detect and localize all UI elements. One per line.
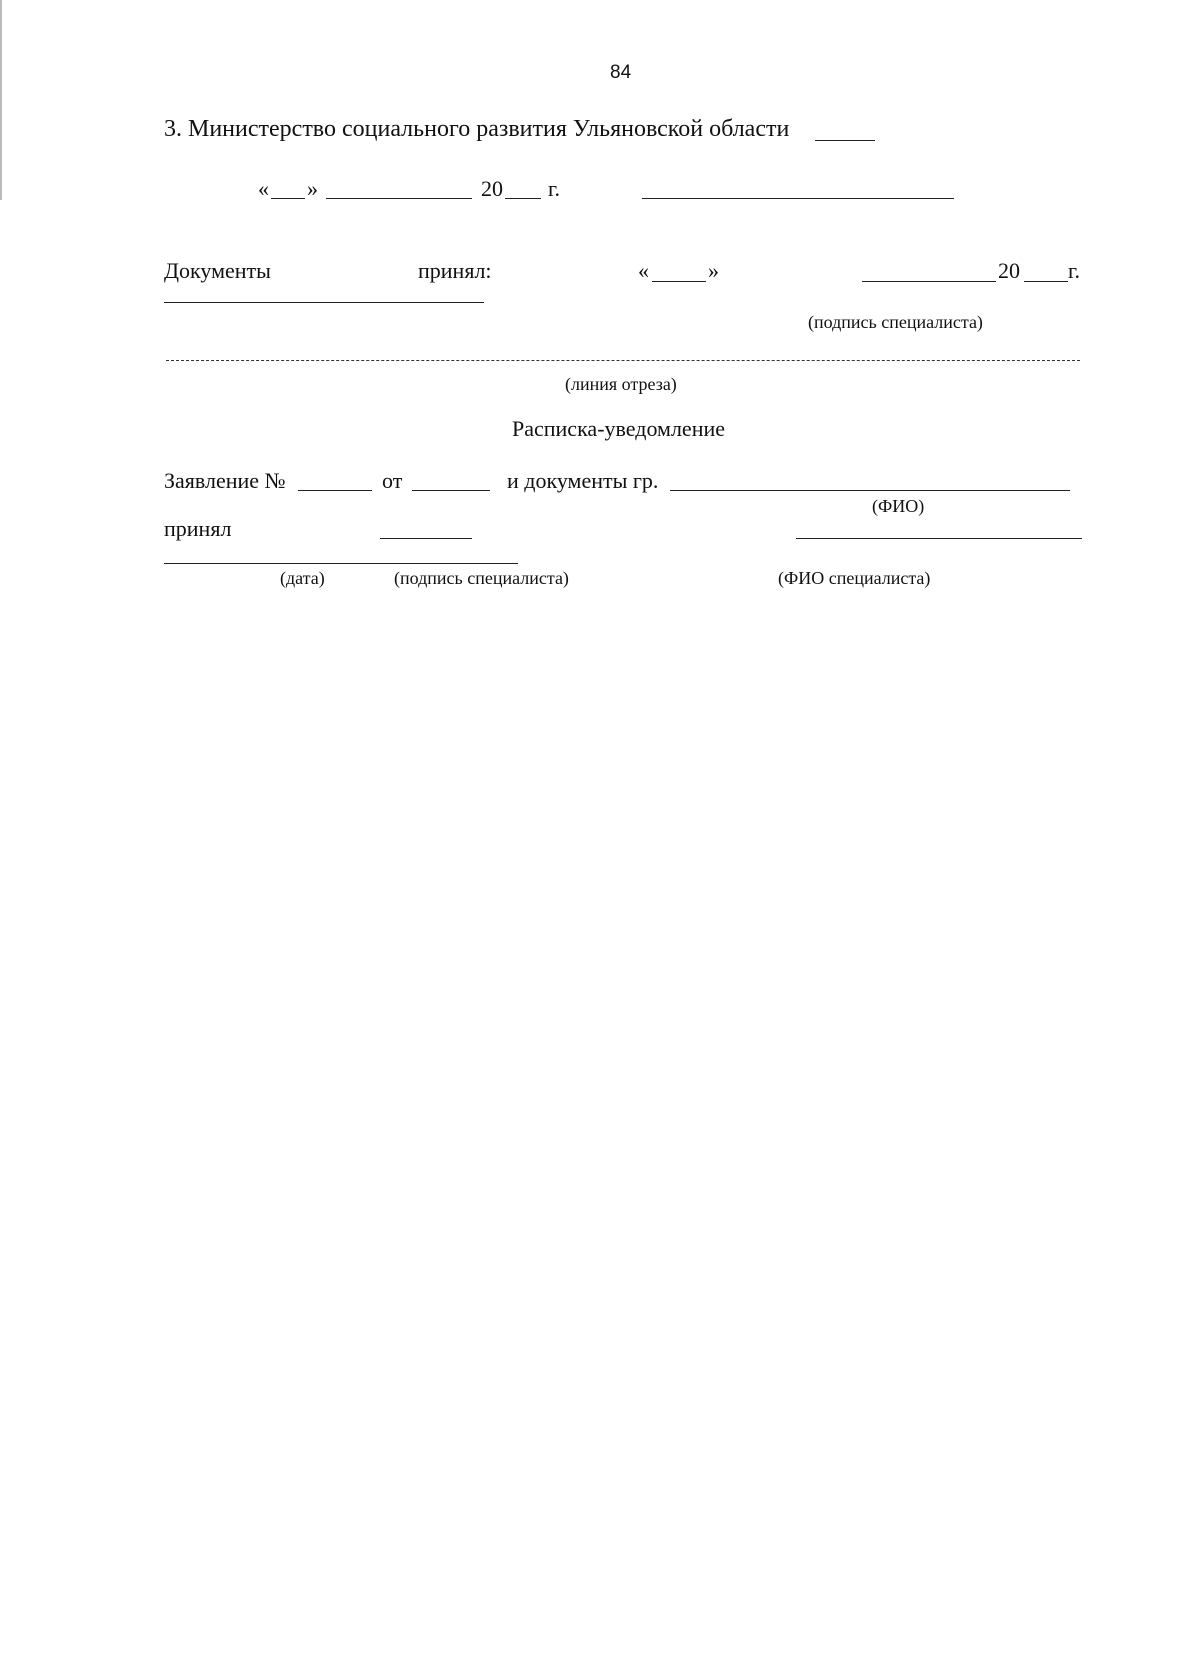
- receipt-signature-caption: (подпись специалиста): [394, 568, 569, 588]
- receipt-accepted-label: принял: [164, 516, 232, 541]
- application-date-field[interactable]: [412, 490, 490, 491]
- fio-caption: (ФИО): [872, 496, 925, 516]
- receipt-title: Расписка-уведомление: [512, 416, 726, 441]
- application-label: Заявление №: [164, 468, 286, 493]
- receipt-specialist-fio-field[interactable]: [796, 538, 1082, 539]
- section-3-year-prefix: 20: [481, 176, 503, 201]
- docs-day-field[interactable]: [652, 281, 706, 282]
- citizen-fio-field[interactable]: [670, 490, 1070, 491]
- section-3-title-line: [815, 140, 875, 141]
- docs-citizen-label: и документы гр.: [507, 468, 659, 493]
- docs-date-open-quote: «: [638, 258, 649, 283]
- docs-year-prefix: 20: [998, 258, 1020, 283]
- docs-accepted-name-field[interactable]: [164, 302, 484, 303]
- section-3-year-field[interactable]: [505, 198, 541, 199]
- receipt-signature-field[interactable]: [380, 538, 472, 539]
- docs-year-field[interactable]: [1024, 281, 1068, 282]
- page-edge-shadow: [0, 0, 2, 200]
- from-label: от: [382, 468, 403, 493]
- section-3-month-field[interactable]: [326, 198, 472, 199]
- documents-label: Документы: [164, 258, 271, 283]
- receipt-date-field[interactable]: [164, 563, 518, 564]
- docs-signature-caption: (подпись специалиста): [808, 312, 983, 332]
- cut-line-caption: (линия отреза): [565, 374, 677, 394]
- page-number: 84: [610, 62, 632, 83]
- accepted-label: принял:: [418, 258, 492, 283]
- section-3-signature-field[interactable]: [642, 198, 954, 199]
- section-3-date-close-quote: »: [307, 176, 318, 201]
- docs-month-field[interactable]: [862, 281, 996, 282]
- docs-year-suffix: г.: [1068, 258, 1081, 283]
- specialist-fio-caption: (ФИО специалиста): [778, 568, 931, 588]
- docs-date-close-quote: »: [708, 258, 719, 283]
- section-3-day-field[interactable]: [271, 198, 305, 199]
- cut-line: [166, 360, 1080, 361]
- date-caption: (дата): [280, 568, 325, 588]
- section-3-year-suffix: г.: [548, 176, 561, 201]
- application-number-field[interactable]: [298, 490, 372, 491]
- section-3-date-open-quote: «: [258, 176, 269, 201]
- section-3-title: 3. Министерство социального развития Ульяновской области: [164, 116, 790, 142]
